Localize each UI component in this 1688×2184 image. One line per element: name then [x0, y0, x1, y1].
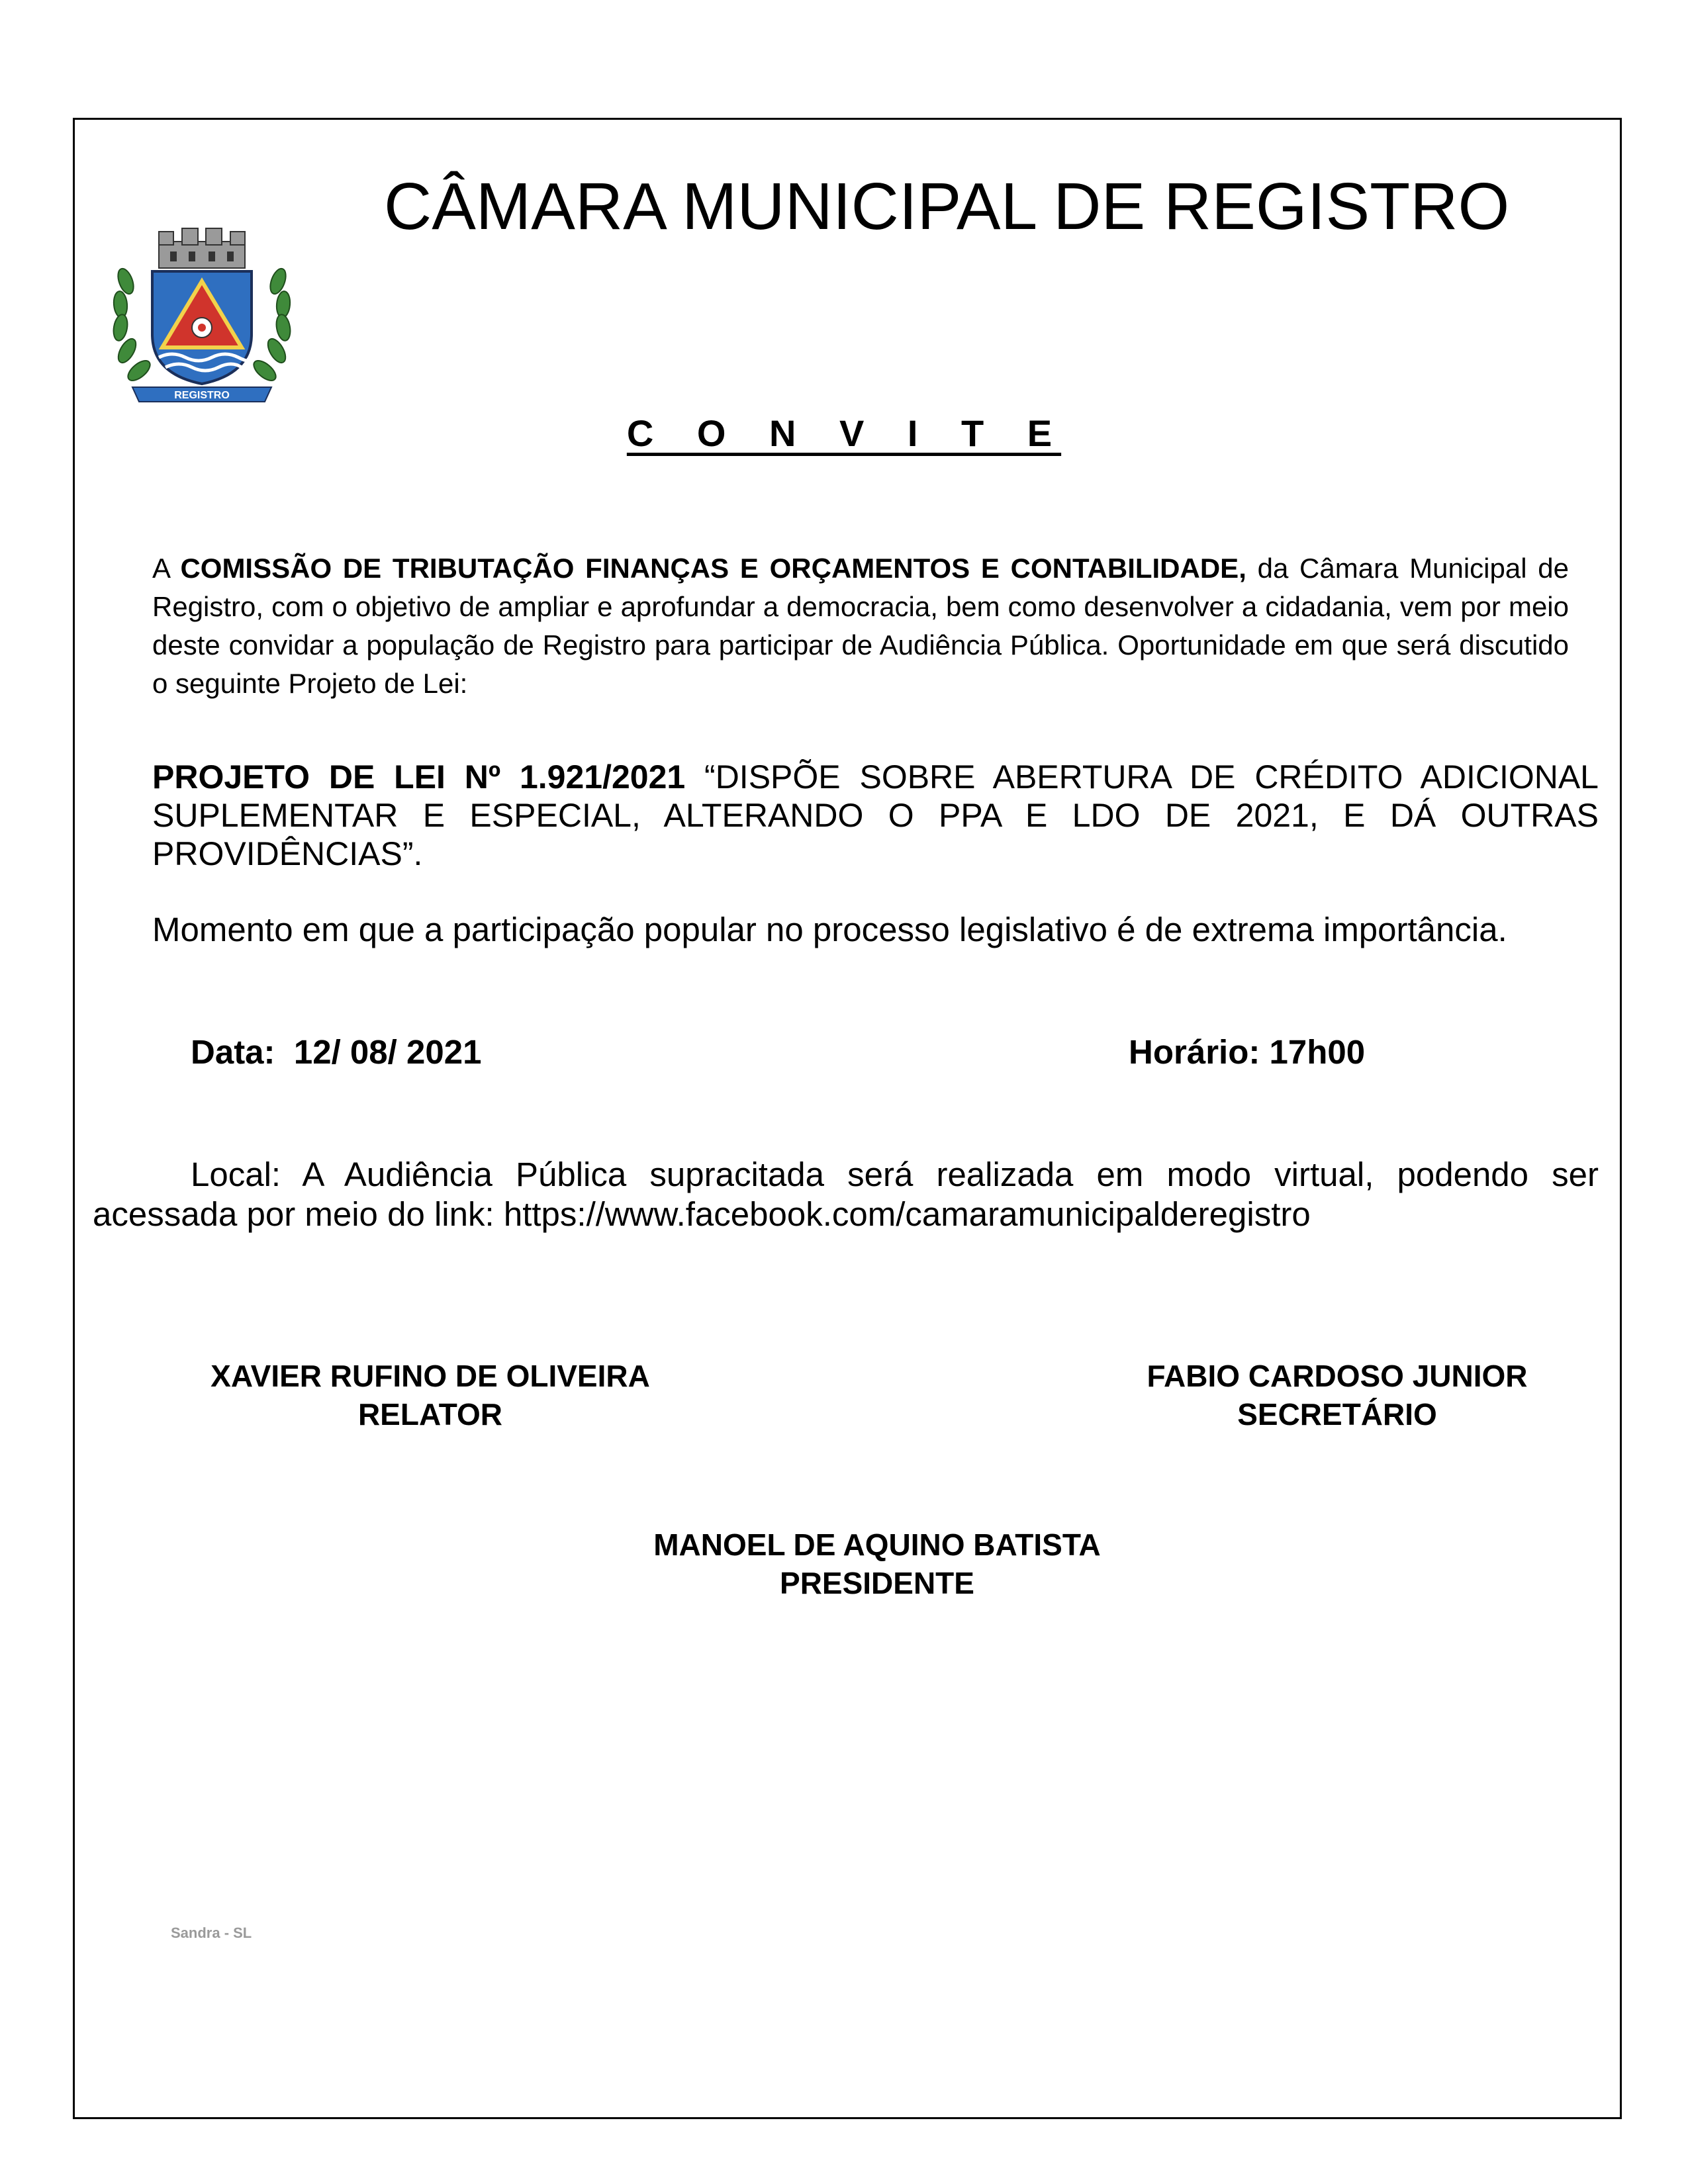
moment-paragraph: Momento em que a participação popular no processo legislativo é de extrema importância. [152, 911, 1507, 948]
page-title: CÂMARA MUNICIPAL DE REGISTRO [384, 169, 1510, 244]
intro-paragraph [152, 549, 1569, 703]
event-time: Horário: 17h00 [1129, 1033, 1366, 1071]
signature-secretario [1099, 1357, 1575, 1433]
location-paragraph [93, 1155, 1599, 1234]
bill-description: “DISPÕE SOBRE ABERTURA DE CRÉDITO ADICIONAL SUPLEMENTAR E ESPECIAL, ALTERANDO O PPA E LDO DE 2021, E DÁ OUTRAS PROVIDÊNCIAS”. [152, 758, 1599, 872]
heading-text: C O N V I T E [626, 412, 1062, 454]
footer-note: Sandra - SL [171, 1925, 252, 1941]
document-heading [0, 412, 1688, 455]
intro-prefix: A [152, 553, 181, 584]
bill-paragraph [152, 758, 1599, 873]
intro-text: da Câmara Municipal de Registro, com o objetivo de ampliar e aprofundar a democracia, bem como desenvolver a cidadania, vem por meio deste convidar a população de Registro para participar de Audiência Pública. Oportunidade em que será discutido o seguinte Projeto de Lei: [152, 553, 1569, 699]
signature-name: FABIO CARDOSO JUNIOR [1147, 1359, 1528, 1393]
event-date: Data: 12/ 08/ 2021 [191, 1033, 482, 1071]
signature-role: SECRETÁRIO [1237, 1397, 1437, 1432]
signature-role: PRESIDENTE [780, 1566, 974, 1600]
signature-name: XAVIER RUFINO DE OLIVEIRA [211, 1359, 650, 1393]
committee-name: COMISSÃO DE TRIBUTAÇÃO FINANÇAS E ORÇAMENTOS E CONTABILIDADE, [180, 553, 1246, 584]
signature-presidente [596, 1525, 1158, 1602]
bill-number: PROJETO DE LEI Nº 1.921/2021 [152, 758, 686, 796]
signature-relator [185, 1357, 675, 1433]
location-text: Local: A Audiência Pública supracitada será realizada em modo virtual, podendo ser acessada por meio do link: https://www.facebook.com/camaramunicipalderegistro [93, 1156, 1599, 1233]
signature-role: RELATOR [357, 1397, 503, 1432]
crest-motto: REGISTRO [174, 390, 230, 401]
municipal-crest-icon [106, 222, 298, 414]
signature-name: MANOEL DE AQUINO BATISTA [653, 1527, 1101, 1562]
